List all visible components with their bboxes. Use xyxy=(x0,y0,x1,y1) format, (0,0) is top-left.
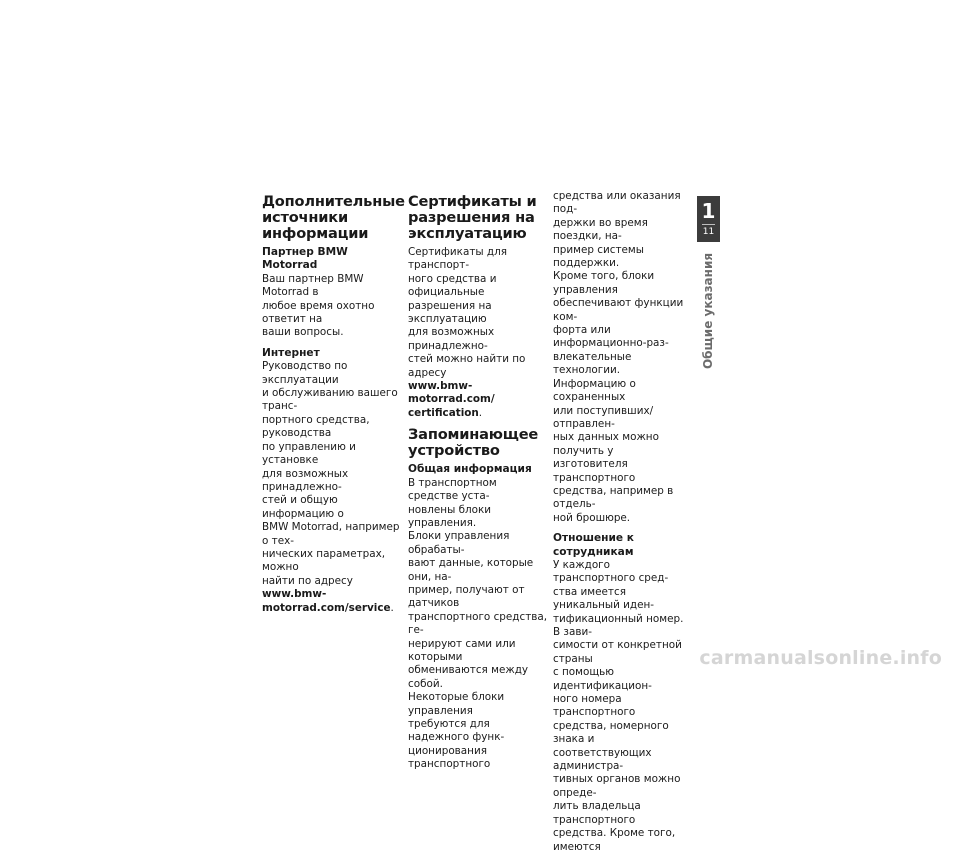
paragraph-partner: Ваш партнер BMW Motorrad в любое время охотно ответит на ваши вопросы. xyxy=(262,272,375,339)
section-title-additional-info: Дополнительные источники информации xyxy=(262,193,405,242)
chapter-number: 1 xyxy=(701,199,716,223)
section-title-certificates: Сертификаты и разрешения на эксплуатацию xyxy=(408,193,537,242)
page-number: 11 xyxy=(702,227,715,237)
internet-text: Руководство по эксплуатации и обслуживанию вашего транс- портного средства, руководства по управлению и установке для возможных принадлежно- стей и общую информацию о BMW Motorrad, например о тех- нических параметрах, можно найти по адресу xyxy=(262,360,400,587)
column-3 xyxy=(553,190,693,854)
paragraph-internet xyxy=(262,360,402,615)
column-2 xyxy=(408,194,548,772)
paragraph-continued: средства или оказания под- держки во время поездки, на- пример системы поддержки. Кроме того, блоки управления обеспечивают функции ком- форта или информационно-раз- влекательные технологии. Информацию о сохраненных или поступивших/отправлен- ных данных можно получить у изготовителя транспортного средства, например в отдель- ной брошюре. xyxy=(553,190,684,524)
paragraph-general: В транспортном средстве уста- новлены блоки управления. Блоки управления обрабаты- вают данные, которые они, на- пример, получают от датчиков транспортного средства, ге- нерируют сами или которыми обмениваются между собой. Некоторые блоки управления требуются для надежного функ- ционирования транспортного xyxy=(408,476,548,771)
cert-text: Сертификаты для транспорт- ного средства и официальные разрешения на эксплуатацию для возможных принадлежно- стей можно найти по адресу xyxy=(408,246,526,379)
column-1 xyxy=(262,193,405,615)
chapter-tab xyxy=(697,196,720,242)
heading-internet: Интернет xyxy=(262,346,320,359)
heading-general: Общая информация xyxy=(408,463,532,476)
watermark: carmanualsonline.info xyxy=(699,647,942,669)
heading-partner: Партнер BMW Motorrad xyxy=(262,246,348,272)
internet-end: . xyxy=(390,601,394,614)
heading-staff: Отношение к сотрудникам xyxy=(553,532,634,558)
paragraph-certificates xyxy=(408,246,548,420)
cert-end: . xyxy=(478,406,483,419)
section-title-memory: Запоминающее устройство xyxy=(408,426,539,460)
link-service[interactable]: www.bmw- motorrad.com/service xyxy=(262,588,391,614)
tab-divider xyxy=(702,224,715,225)
link-certification[interactable]: www.bmw-motorrad.com/ certification xyxy=(408,380,495,419)
chapter-side-label: Общие указания xyxy=(701,252,715,370)
paragraph-staff: У каждого транспортного сред- ства имеется уникальный иден- тификационный номер. В зави- симости от конкретной страны с помощью идентификацион- ного номера транспортного средства, номерного знака и соответствующих администра- тивных органов можно опреде- лить владельца транспортного средства. Кроме того, имеются xyxy=(553,558,684,853)
